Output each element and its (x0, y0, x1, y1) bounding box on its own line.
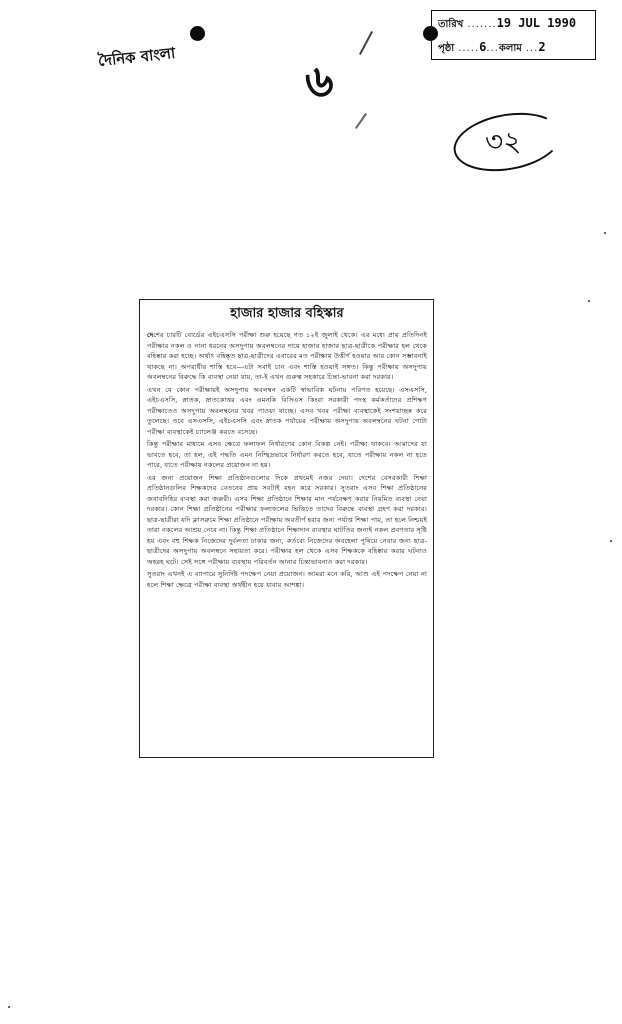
article-paragraph: এখন যে কোন পরীক্ষায়ই অসদুপায় অবলম্বন একটি স্বাভাবিক ঘটনায় পরিণত হয়েছে। এসএসসি, এইচএসসি, স্নাতক, স্নাতকোত্তর এবং এমনকি বিসিএস কিংবা সরকারী পদস্থ কর্মকর্তাদের প্রশিক্ষণ পরীক্ষাতেও অসদুপায় অবলম্বনের খবর পাওয়া যাচ্ছে। এসব খবর পরীক্ষা ব্যবস্থাকেই সংশয়াচ্ছন্ন করে তুলেছে। তবে এসএসসি, এইচএসসি এবং স্নাতক পর্যায়ের পরীক্ষায় অসদুপায় অবলম্বনের ঘটনা গোটা পরীক্ষা ব্যবস্থাকেই চ্যালেঞ্জ করতে বসেছে। (147, 385, 427, 436)
stamp-dots: ... (525, 43, 539, 54)
article-paragraph: দেশের চারটি বোর্ডের এইচএসসি পরীক্ষা শুরু হয়েছে গত ১২ই জুলাই থেকে। এর মধ্যে প্রায় প্রতিদিনই পরীক্ষার নকল ও নানা ধরনের অসদুপায় অবলম্বনের দায়ে হাজার হাজার ছাত্র-ছাত্রীকে পরীক্ষার হল থেকে বহিষ্কার করা হচ্ছে। অর্থাৎ বহিষ্কৃত ছাত্র-ছাত্রীদের এবারের মত পরীক্ষায় উত্তীর্ণ হওয়ার আর কোন সম্ভাবনাই থাকছে না। অপরাধীর শাস্তি হবে—এটা সবাই চান এবং শাস্তি হওয়াই সঙ্গত। কিন্তু পরীক্ষায় অসদুপায় অবলম্বনের বিরুদ্ধে কি ব্যবস্থা নেয়া যায়, তা-ই এখন গুরুত্ব সহকারে চিন্তা-ভাবনা করা দরকার। (147, 331, 427, 381)
punch-hole-left (190, 26, 205, 41)
pen-tick-mark (355, 113, 367, 129)
newspaper-name: দৈনিক বাংলা (97, 44, 177, 71)
stamp-date-value: 19 JUL 1990 (496, 16, 577, 30)
stamp-dots: ..... (458, 43, 480, 54)
stamp-page-row (438, 36, 595, 60)
article-paragraph: এর জন্য প্রয়োজন শিক্ষা প্রতিষ্ঠানগুলোর দিকে প্রথমেই নজর দেয়া। দেশের বেসরকারী শিক্ষা প্রতিষ্ঠানগুলির শিক্ষকদের বেতনের প্রায় সবটাই বহন করে সরকার। সুতরাং এসব শিক্ষা প্রতিষ্ঠানের জবাবদিহির ব্যবস্থা করা জরুরী। এসব শিক্ষা প্রতিষ্ঠানে শিক্ষার মান পর্যবেক্ষণ করার নিয়মিত ব্যবস্থা নেয়া দরকার। কোন শিক্ষা প্রতিষ্ঠানের পরীক্ষার ফলাফলের ভিত্তিতে তাদের বিরুদ্ধে ব্যবস্থা গ্রহণ করা দরকার। ছাত্র-ছাত্রীরা যদি ক্লাসরুমে শিক্ষা প্রতিষ্ঠানে পরীক্ষায় অবতীর্ণ হবার জন্য পর্যাপ্ত শিক্ষা পায়, তা হলে নিশ্চয়ই তারা নকলের আশ্রয় নেবে না। কিন্তু শিক্ষা প্রতিষ্ঠানে শিক্ষাদান ব্যবস্থার ঘাটতির জন্যই নকল প্রবণতার সৃষ্টি হয় এবং বহু শিক্ষক নিজেদের দুর্বলতা ঢাকার জন্য, কর্তব্যে নিজেদের অবহেলা পুষিয়ে নেবার জন্য ছাত্র-ছাত্রীদের অসদুপায় অবলম্বনে সহায়তা করে। পরীক্ষার হল থেকে এসব শিক্ষককে বহিষ্কার করার ঘটনাও অহরহ ঘটে। সেই সঙ্গে পরীক্ষায় ব্যবস্থায় পরিবর্তন আনার চিন্তাভাবনাও করা দরকার। (147, 473, 427, 566)
pen-stroke-mark (359, 31, 373, 55)
scan-speck (604, 232, 606, 234)
stamp-page-label: পৃষ্ঠা (438, 43, 455, 54)
stamp-dots: ... (486, 43, 499, 54)
handwritten-mark: ৬ (305, 56, 334, 107)
article-title: হাজার হাজার বহিস্কার (230, 306, 344, 321)
stamp-page-value: 6 (479, 40, 487, 54)
stamp-date-row (438, 12, 595, 36)
newspaper-clipping (139, 299, 434, 758)
stamp-dots: ....... (467, 19, 497, 30)
stamp-column-label: কলাম (498, 43, 522, 54)
stamp-column-value: 2 (538, 40, 546, 54)
scan-speck (610, 540, 612, 542)
stamp-date-label: তারিখ (438, 19, 464, 30)
article-paragraph: কিন্তু পরীক্ষার মাধ্যমে এসব ক্ষেত্রে ফলাফল নির্ধারণের কোন বিকল্প নেই। পরীক্ষা থাকবে। আমাদের যা ভাবতে হবে, তা হল, এই পদ্ধতি এমন নিশ্ছিদ্রভাবে নির্ধারণ করতে হবে, যাতে পরীক্ষায় নকল না হতে পারে, যাতে পরীক্ষায় নকলের প্রয়োজন না হয়। (147, 440, 427, 469)
date-page-stamp (431, 10, 596, 60)
scan-speck (8, 1006, 10, 1008)
scan-speck (588, 300, 590, 302)
article-paragraph: সুতরাং এখনই এ ব্যাপারে সুনির্দিষ্ট পদক্ষেপ নেয়া প্রয়োজন। আমরা মনে করি, আশু এই পদক্ষেপ নেয়া না হলে শিক্ষা ক্ষেত্রে পরীক্ষা ব্যবস্থা অর্থহীন হয়ে যাবার আশঙ্কা। (147, 570, 427, 589)
circled-number: ৩২ (485, 125, 522, 158)
